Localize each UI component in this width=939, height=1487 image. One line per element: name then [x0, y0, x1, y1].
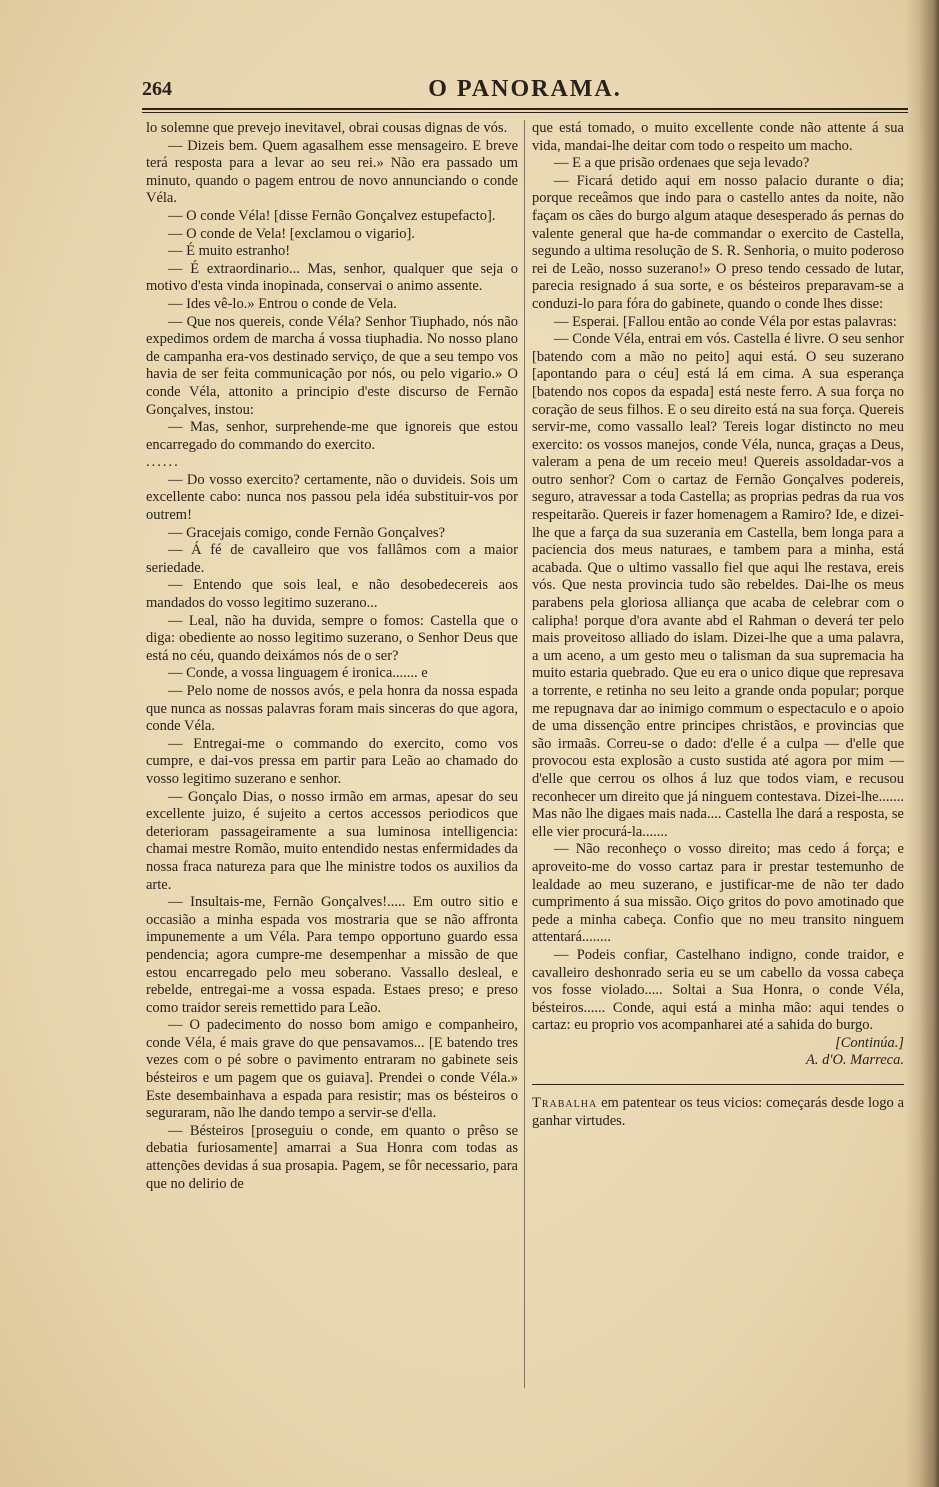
footer-rule: [532, 1084, 904, 1085]
paragraph: — O conde de Vela! [exclamou o vigario].: [168, 225, 415, 242]
paragraph: — O padecimento do nosso bom amigo e companheiro, conde Véla, é mais grave do que pensavamos... [E batendo tres vezes com o pé sobre o pavimento entraram no gabinete seis bésteiros e um pagem que os guiava]. Prendei o conde Véla.» Este desembainhava a espada para resistir; mas os bésteiros o seguraram, não lhe dando tempo a servir-se d'ella.: [146, 1017, 518, 1122]
paragraph: — Podeis confiar, Castelhano indigno, conde traidor, e cavalleiro deshonrado seria eu se um cabello da vossa cabeça vos fosse violado..... Soltai a Sua Honra, o conde Véla, bésteiros...... Conde, aqui está a minha mão: aqui tendes o cartaz: eu proprio vos acompanharei até a sahida do burgo.: [532, 946, 904, 1034]
paragraph: — Conde Véla, entrai em vós. Castella é livre. O seu senhor [batendo com a mão no peito] aqui está. O seu suzerano [apontando para o céu] está lá em cima. A sua esperança [batendo nos copos da espada] está neste ferro. A sua força no coração de seus filhos. E o seu direito está na sua força. Quereis servir-me, como vassallo leal? Tereis logar distincto no meu exercito: os vossos manejos, conde Véla, nunca, graças a Deus, valeram a pena de um receio meu! Quereis assoldadar-vos a outro senhor? Com o cartaz de Fernão Gonçalves podereis, seguro, atravessar a toda Castella; as proprias pedras da rua vos respeitarão. Quereis ir fazer homenagem a Ramiro? Ide, e dizei-lhe que a farça da sua suzerania em Castella, bem longa para a paciencia dos meus naturaes, e tambem para a minha, está acabada. Que o ultimo vassallo fiel que aqui lhe restava, ereis vós. Que nesta provincia tudo são rebeldes. Dai-lhe os meus parabens pela gloriosa alliança que acaba de celebrar com o calipha! porque d'ora avante abd el Rahman o deverá ter pelo mais proveitoso alliado do islam. Dizei-lhe que a uma palavra, a um aceno, a um gesto meu o talisman da sua supremacia ha muito estaria quebrado. Que eu era o unico dique que represava a torrente, e retinha no seu leito a grande onda popular; porque me repugnava dar ao inimigo commum o espectaculo e o apoio de uma dissenção entre principes christãos, e provincias que são irmaãs. Correu-se o dado: d'elle é a culpa — d'elle que provocou esta explosão a custo sustida até agora por mim — d'elle que cerrou os olhos á luz que todos viam, e recusou reconhecer um direito que já ninguem contestava. Dizei-lhe....... Mas não lhe digaes mais nada.... Castella lhe dará a resposta, se elle vier procurá-la.......: [532, 331, 904, 840]
footer-maxim-lead: Trabalha: [532, 1095, 598, 1112]
paragraph: — Gracejais comigo, conde Fernão Gonçalves?: [168, 524, 446, 541]
ellipsis-line: ......: [146, 454, 180, 471]
paragraph: — O conde Véla! [disse Fernão Gonçalvez estupefacto].: [168, 207, 496, 224]
paragraph: — Mas, senhor, surprehende-me que ignoreis que estou encarregado do commando do exercito.: [146, 419, 518, 453]
footer-maxim-text: em patentear os teus vicios: começarás desde logo a ganhar virtudes.: [532, 1095, 905, 1129]
left-column: [146, 120, 518, 1193]
column-divider: [524, 120, 525, 1388]
continued-note: [Continúa.]: [835, 1034, 904, 1051]
paragraph: — Ides vê-lo.» Entrou o conde de Vela.: [168, 295, 397, 312]
header-rule: [142, 108, 908, 110]
paragraph: — Bésteiros [proseguiu o conde, em quanto o prêso se debatia furiosamente] amarrai a Sua Honra com todas as attenções devidas á sua prosapia. Pagem, se fôr necessario, para que no delirio de: [146, 1122, 518, 1192]
author-signature: A. d'O. Marreca.: [805, 1052, 904, 1069]
paragraph: — Entendo que sois leal, e não desobedecereis aos mandados do vosso legitimo suzerano...: [146, 577, 518, 612]
paragraph: — Insultais-me, Fernão Gonçalves!..... Em outro sitio e occasião a minha espada vos mostraria que se não affronta impunemente a um Véla. Para tempo opportuno guardo essa pendencia; agora cumpre-me desempenhar a missão de que estou encarregado pelo meu soberano. Vassallo desleal, e rebelde, entregai-me a vossa espada. Estaes preso; e preso como traidor sereis remettido para Leão.: [146, 894, 518, 1016]
header-rule-thin: [142, 112, 908, 113]
paragraph: — Conde, a vossa linguagem é ironica....... e: [168, 665, 428, 682]
paragraph: — Gonçalo Dias, o nosso irmão em armas, apesar do seu excellente juizo, é sujeito a certos accessos periodicos que deterioram passageiramente a sua luminosa intelligencia: chamai mestre Romão, muito entendido nestas enfermidades da nossa fraca natureza para que lhe ministre todos os auxilios da arte.: [146, 788, 518, 893]
paragraph: — É muito estranho!: [168, 243, 291, 260]
paragraph: — Esperai. [Fallou então ao conde Véla por estas palavras:: [554, 313, 897, 330]
paragraph: — Que nos quereis, conde Véla? Senhor Tiuphado, nós não expedimos ordem de marcha á vossa tiuphadia. No nosso plano de campanha era-vos destinado serviço, de que a seu tempo vos havia de ser feita communicação por nós, ou pelo vigario.» O conde Véla, attonito a principio d'este discurso de Fernão Gonçalves, instou:: [146, 313, 518, 418]
paragraph: — Á fé de cavalleiro que vos fallâmos com a maior seriedade.: [146, 542, 518, 576]
paragraph: — Pelo nome de nossos avós, e pela honra da nossa espada que nunca as nossas palavras foram mais sinceras do que agora, conde Véla.: [146, 683, 518, 735]
paragraph: — Ficará detido aqui em nosso palacio durante o dia; porque receâmos que indo para o castello antes da noite, não façam os cães do burgo algum ataque desesperado ás pernas do valente general que ha-de commandar o exercito de Castella, segundo a ultima resolução de S. R. Senhoria, o muito poderoso rei de Leão, nosso suzerano!» O preso tendo cessado de lutar, parecia resignado á sua sorte, e os bésteiros preparavam-se a conduzi-lo para fóra do gabinete, quando o conde lhes disse:: [532, 172, 904, 312]
right-column: [532, 120, 904, 1130]
footer-maxim: [532, 1095, 904, 1130]
journal-title: O PANORAMA.: [428, 76, 622, 102]
page-number: 264: [142, 78, 172, 100]
page-header: [142, 76, 908, 104]
paragraph: — Entregai-me o commando do exercito, como vos cumpre, e dai-vos pressa em partir para Leão ao chamado do vosso legitimo suzerano e senhor.: [146, 735, 518, 787]
paragraph: — Dizeis bem. Quem agasalhem esse mensageiro. E breve terá resposta para a levar ao seu rei.» Não era passado um minuto, quando o pagem entrou de novo annunciando o conde Véla.: [146, 137, 518, 207]
binding-shadow: [905, 0, 939, 1487]
paragraph: — Leal, não ha duvida, sempre o fomos: Castella que o diga: obediente ao nosso legitimo suzerano, o Senhor Deus que está no céu, quando deixámos nós de o ser?: [146, 612, 518, 664]
paragraph: — E a que prisão ordenaes que seja levado?: [554, 155, 810, 172]
paragraph: que está tomado, o muito excellente conde não attente á sua vida, mandai-lhe deitar com todo o respeito um macho.: [532, 120, 904, 154]
paragraph: — Não reconheço o vosso direito; mas cedo á força; e aproveito-me do vosso cartaz para ir prestar testemunho de lealdade ao meu suzerano, e justificar-me de não ter dado cumprimento á sua missão. Oiço gritos do povo amotinado que pede a minha cabeça. Confio que no meu transito ninguem attentará........: [532, 841, 904, 946]
paragraph: — Do vosso exercito? certamente, não o duvideis. Sois um excellente cabo: nunca nos passou pela idéa substituir-vos por outrem!: [146, 471, 518, 524]
paragraph: lo solemne que prevejo inevitavel, obrai cousas dignas de vós.: [146, 120, 508, 136]
paragraph: — É extraordinario... Mas, senhor, qualquer que seja o motivo d'esta vinda inopinada, conservai o animo assente.: [146, 260, 518, 295]
